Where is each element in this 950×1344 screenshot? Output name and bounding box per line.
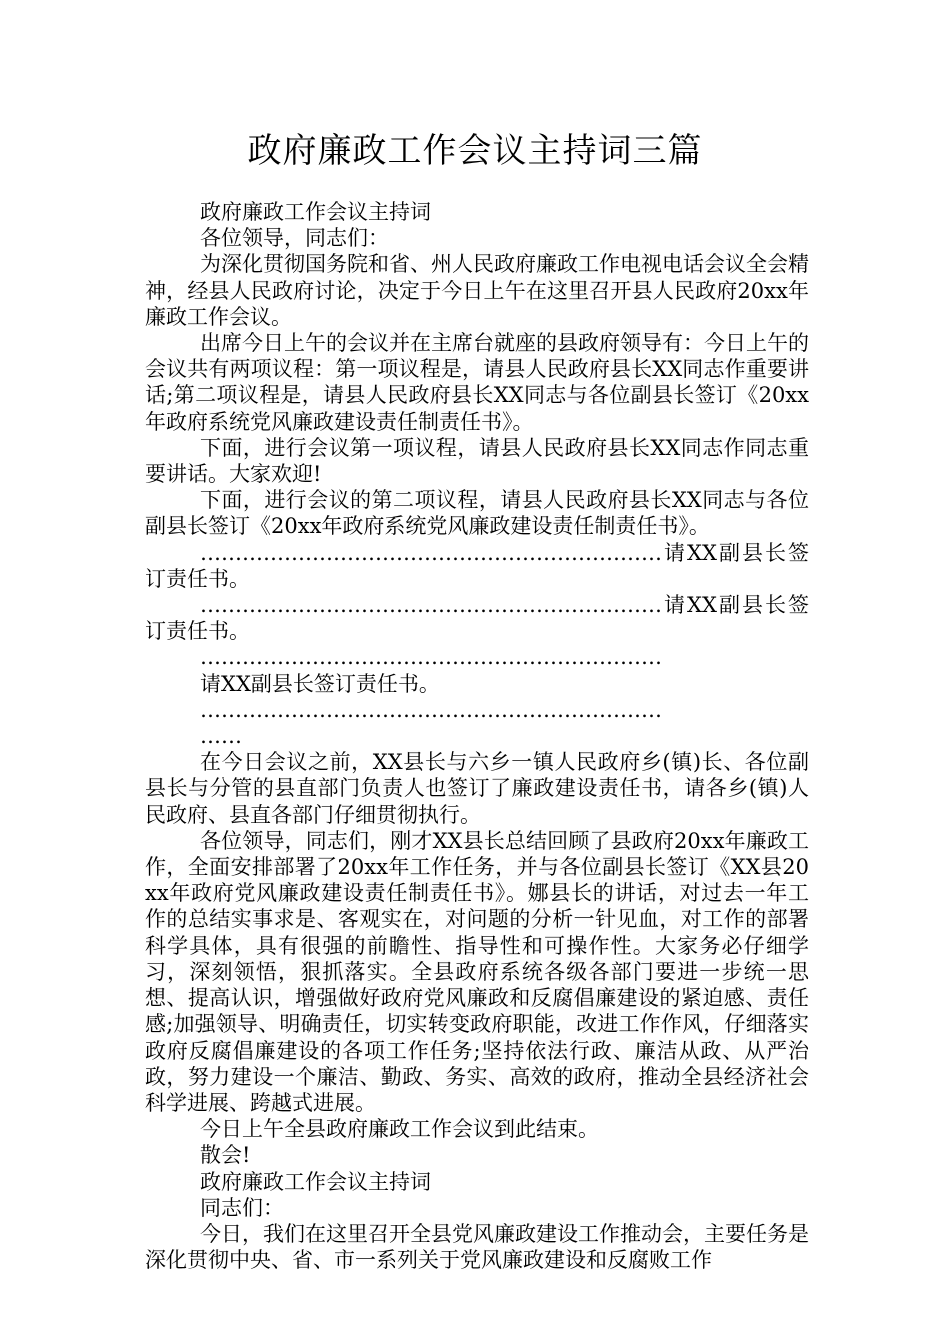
- paragraph-salutation-1: 各位领导，同志们：: [200, 226, 390, 251]
- paragraph: …………………………………………………………请XX副县长签订责任书。: [145, 593, 809, 644]
- paragraph-subtitle-1: 政府廉政工作会议主持词: [200, 200, 432, 224]
- paragraph: 在今日会议之前，XX县长与六乡一镇人民政府乡(镇)长、各位副县长与分管的县直部门负责人也签订了廉政建设责任书，请各乡(镇)人民政府、县直各部门仔细贯彻执行。: [145, 750, 809, 827]
- paragraph: 散会!: [200, 1143, 251, 1168]
- paragraph: 出席今日上午的会议并在主席台就座的县政府领导有：今日上午的会议共有两项议程：第一项议程是，请县人民政府县长XX同志作重要讲话;第二项议程是，请县人民政府县长XX同志与各位副县长签订《20xx年政府系统党风廉政建设责任制责任书》。: [145, 331, 810, 434]
- paragraph-subtitle-2: 政府廉政工作会议主持词: [200, 1169, 432, 1194]
- paragraph: 请XX副县长签订责任书。: [200, 671, 440, 696]
- paragraph: 今日，我们在这里召开全县党风廉政建设工作推动会，主要任务是深化贯彻中央、省、市一系列关于党风廉政建设和反腐败工作: [145, 1221, 810, 1273]
- paragraph: 下面，进行会议第一项议程，请县人民政府县长XX同志作同志重要讲话。大家欢迎!: [145, 435, 809, 487]
- paragraph: 各位领导，同志们，刚才XX县长总结回顾了县政府20xx年廉政工作，全面安排部署了20xx年工作任务，并与各位副县长签订《XX县20xx年政府党风廉政建设责任制责任书》。娜县长的讲话，对过去一年工作的总结实事求是、客观实在，对问题的分析一针见血，对工作的部署科学具体，具有很强的前瞻性、指导性和可操作性。大家务必仔细学习，深刻领悟，狠抓落实。全县政府系统各级各部门要进一步统一思想、提高认识，增强做好政府党风廉政和反腐倡廉建设的紧迫感、责任感;加强领导、明确责任，切实转变政府职能，改进工作作风，仔细落实政府反腐倡廉建设的各项工作任务;坚持依法行政、廉洁从政、从严治政，努力建设一个廉洁、勤政、务实、高效的政府，推动全县经济社会科学进展、跨越式进展。: [145, 828, 809, 1115]
- paragraph: ……: [200, 724, 243, 749]
- paragraph: 下面，进行会议的第二项议程，请县人民政府县长XX同志与各位副县长签订《20xx年政府系统党风廉政建设责任制责任书》。: [145, 488, 809, 539]
- paragraph: …………………………………………………………请XX副县长签订责任书。: [145, 540, 809, 591]
- paragraph: …………………………………………………………: [200, 697, 663, 722]
- paragraph: 为深化贯彻国务院和省、州人民政府廉政工作电视电话会议全会精神，经县人民政府讨论，决定于今日上午在这里召开县人民政府20xx年廉政工作会议。: [145, 252, 810, 329]
- paragraph: …………………………………………………………: [200, 645, 663, 670]
- document-body: [145, 199, 809, 1273]
- document-title: 政府廉政工作会议主持词三篇: [247, 131, 703, 171]
- paragraph-salutation-2: 同志们：: [200, 1195, 285, 1220]
- paragraph: 今日上午全县政府廉政工作会议到此结束。: [200, 1117, 600, 1142]
